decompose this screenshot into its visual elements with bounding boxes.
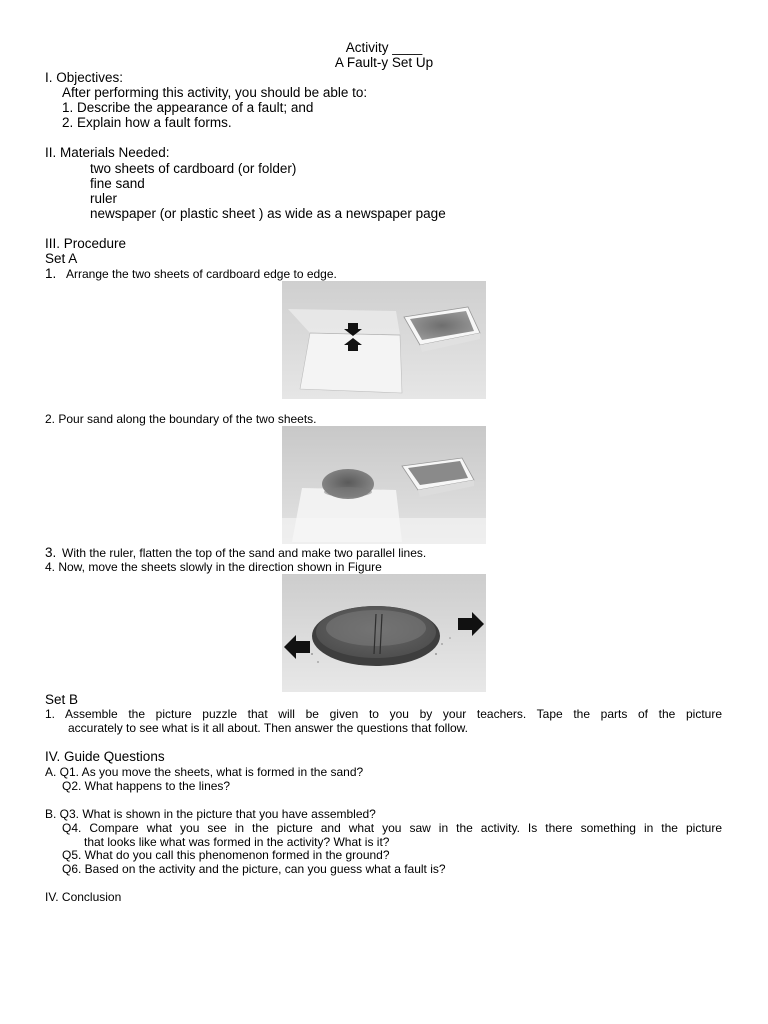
question-q3: B. Q3. What is shown in the picture that you have assembled? xyxy=(45,807,376,821)
set-a-heading: Set A xyxy=(45,251,78,266)
photo-sand-moved xyxy=(282,574,486,692)
set-b-instruction-cont: accurately to see what is it all about. Then answer the questions that follow. xyxy=(68,721,469,735)
question-q6: Q6. Based on the activity and the picture, can you guess what a fault is? xyxy=(62,862,446,876)
question-q1: A. Q1. As you move the sheets, what is formed in the sand? xyxy=(45,765,364,779)
step-text: 2. Pour sand along the boundary of the two sheets. xyxy=(45,412,317,426)
material-item: ruler xyxy=(90,191,118,206)
objectives-intro: After performing this activity, you should be able to: xyxy=(62,85,368,100)
step-text: 4. Now, move the sheets slowly in the direction shown in Figure xyxy=(45,560,382,574)
page-title: A Fault-y Set Up xyxy=(334,55,434,70)
materials-heading: II. Materials Needed: xyxy=(45,145,170,160)
question-q2: Q2. What happens to the lines? xyxy=(62,779,231,793)
question-q4-cont: that looks like what was formed in the activity? What is it? xyxy=(84,835,390,849)
set-b-instruction: 1. Assemble the picture puzzle that will be given to you by your teachers. Tape the parts of the picture xyxy=(45,707,722,721)
question-q4: Q4. Compare what you see in the picture and what you saw in the activity. Is there something in the picture xyxy=(62,821,722,835)
material-item: fine sand xyxy=(90,176,145,191)
material-item: two sheets of cardboard (or folder) xyxy=(90,161,297,176)
objective-item: 1. Describe the appearance of a fault; and xyxy=(62,100,314,115)
step-number: 3. xyxy=(45,545,57,560)
objective-item: 2. Explain how a fault forms. xyxy=(62,115,232,130)
procedure-heading: III. Procedure xyxy=(45,236,127,251)
material-item: newspaper (or plastic sheet ) as wide as a newspaper page xyxy=(90,206,446,221)
photo-sand-poured xyxy=(282,426,486,544)
set-b-heading: Set B xyxy=(45,692,79,707)
photo-cardboard-sheets xyxy=(282,281,486,399)
question-q5: Q5. What do you call this phenomenon formed in the ground? xyxy=(62,848,390,862)
step-number: 1. xyxy=(45,266,57,281)
conclusion-heading: IV. Conclusion xyxy=(45,890,122,904)
step-text: Arrange the two sheets of cardboard edge to edge. xyxy=(66,267,337,281)
guide-heading: IV. Guide Questions xyxy=(45,749,165,764)
activity-label: Activity ____ xyxy=(345,40,423,55)
objectives-heading: I. Objectives: xyxy=(45,70,124,85)
step-text: With the ruler, flatten the top of the sand and make two parallel lines. xyxy=(62,546,427,560)
